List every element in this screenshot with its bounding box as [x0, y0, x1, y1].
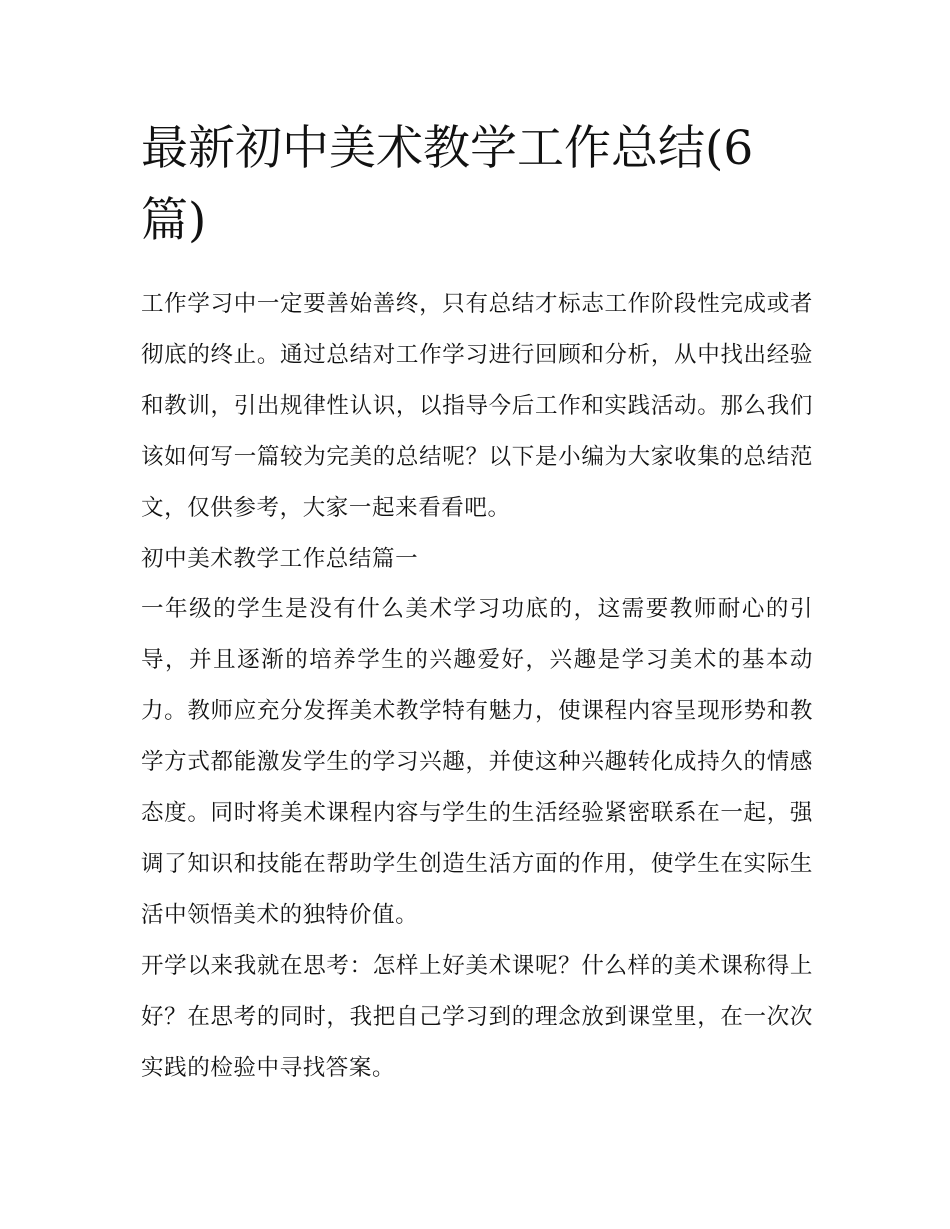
body-paragraph-2: 开学以来我就在思考：怎样上好美术课呢？什么样的美术课称得上好？在思考的同时，我把自己学习到的理念放到课堂里，在一次次实践的检验中寻找答案。	[141, 953, 813, 1081]
intro-paragraph: 工作学习中一定要善始善终，只有总结才标志工作阶段性完成或者彻底的终止。通过总结对工作学习进行回顾和分析，从中找出经验和教训，引出规律性认识，以指导今后工作和实践活动。那么我们该如何写一篇较为完美的总结呢？以下是小编为大家收集的总结范文，仅供参考，大家一起来看看吧。	[141, 291, 813, 521]
document-body	[141, 113, 813, 1094]
body-paragraph-1: 一年级的学生是没有什么美术学习功底的，这需要教师耐心的引导，并且逐渐的培养学生的兴趣爱好，兴趣是学习美术的基本动力。教师应充分发挥美术教学特有魅力，使课程内容呈现形势和教学方式都能激发学生的学习兴趣，并使这种兴趣转化成持久的情感态度。同时将美术课程内容与学生的生活经验紧密联系在一起，强调了知识和技能在帮助学生创造生活方面的作用，使学生在实际生活中领悟美术的独特价值。	[141, 596, 813, 928]
section-heading: 初中美术教学工作总结篇一	[141, 546, 419, 572]
document-title: 最新初中美术教学工作总结(6篇)	[141, 121, 754, 248]
